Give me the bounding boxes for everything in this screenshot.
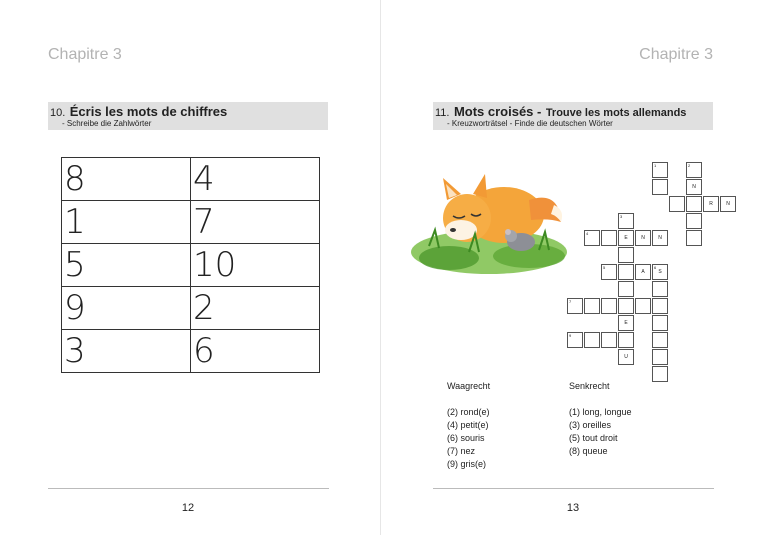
crossword-letter: N (692, 184, 696, 190)
crossword-letter: S (658, 269, 662, 275)
clue-item: (4) petit(e) (447, 420, 489, 430)
left-page (0, 0, 380, 535)
crossword-cell (652, 315, 668, 331)
across-clues (447, 380, 490, 471)
crossword-cell (584, 230, 600, 246)
crossword-cell (601, 332, 617, 348)
crossword-cell (601, 264, 617, 280)
sleeping-fox-illustration (409, 160, 569, 280)
crossword-letter: U (624, 354, 628, 360)
table-row (62, 244, 320, 287)
crossword-cell (720, 196, 736, 212)
down-heading: Senkrecht (569, 381, 610, 391)
footer-divider (48, 488, 329, 489)
clue-item: (2) rond(e) (447, 407, 490, 417)
crossword-cell (618, 332, 634, 348)
number-cell: 4 (191, 158, 320, 201)
clue-item: (6) souris (447, 433, 485, 443)
clue-item: (7) nez (447, 446, 476, 456)
right-page (381, 0, 761, 535)
crossword-clue-number: 5 (603, 265, 606, 270)
crossword-cell (652, 281, 668, 297)
crossword-cell (652, 162, 668, 178)
crossword-cell (567, 332, 583, 348)
crossword-letter: N (726, 201, 730, 207)
clue-item: (3) oreilles (569, 420, 612, 430)
crossword-cell (618, 281, 634, 297)
crossword-letter: N (658, 235, 662, 241)
crossword-cell (652, 179, 668, 195)
crossword-cell (584, 332, 600, 348)
exercise-number: 10. (50, 107, 66, 119)
number-cell: 9 (62, 287, 191, 330)
crossword-clue-number: 2 (688, 163, 691, 168)
crossword-cell (584, 298, 600, 314)
crossword-letter: E (624, 235, 628, 241)
number-cell: 5 (62, 244, 191, 287)
number-cell: 8 (62, 158, 191, 201)
page-number: 12 (181, 502, 195, 514)
crossword-cell (686, 213, 702, 229)
crossword-cell (618, 298, 634, 314)
crossword-cell (686, 162, 702, 178)
crossword-cell (686, 179, 702, 195)
footer-divider (433, 488, 714, 489)
crossword-cell (652, 332, 668, 348)
clue-item: (8) queue (569, 446, 608, 456)
crossword-letter: N (641, 235, 645, 241)
exercise-header (48, 102, 328, 130)
crossword-cell (652, 349, 668, 365)
number-cell: 7 (191, 201, 320, 244)
number-cell: 6 (191, 330, 320, 373)
crossword-cell (635, 298, 651, 314)
exercise-title-extra: Trouve les mots allemands (545, 107, 687, 119)
exercise-title: Écris les mots de chiffres (69, 104, 228, 119)
clue-item: (1) long, longue (569, 407, 632, 417)
clue-item: (5) tout droit (569, 433, 618, 443)
crossword-cell (618, 315, 634, 331)
table-row (62, 201, 320, 244)
crossword-cell (618, 230, 634, 246)
exercise-subtitle: - Kreuzworträtsel - Finde die deutschen Wörter (447, 119, 613, 128)
crossword-clue-number: 3 (620, 214, 623, 219)
number-cell: 3 (62, 330, 191, 373)
number-grid (61, 157, 320, 373)
crossword-cell (652, 366, 668, 382)
crossword-cell (635, 230, 651, 246)
chapter-heading: Chapitre 3 (639, 46, 713, 63)
table-row (62, 287, 320, 330)
page-number: 13 (566, 502, 580, 514)
across-heading: Waagrecht (447, 381, 491, 391)
table-row (62, 330, 320, 373)
crossword-cell (601, 298, 617, 314)
crossword-letter: E (624, 320, 628, 326)
crossword-cell (618, 349, 634, 365)
crossword-letter: A (641, 269, 645, 275)
exercise-header (433, 102, 713, 130)
exercise-title: Mots croisés - (453, 104, 542, 119)
crossword-clue-number: 6 (654, 265, 657, 270)
crossword-cell (686, 196, 702, 212)
crossword-cell (618, 213, 634, 229)
crossword-cell (686, 230, 702, 246)
crossword-cell (635, 264, 651, 280)
crossword-cell (618, 247, 634, 263)
number-cell: 10 (191, 244, 320, 287)
crossword-clue-number: 9 (569, 333, 572, 338)
crossword-cell (652, 298, 668, 314)
crossword-cell (618, 264, 634, 280)
crossword-clue-number: 4 (586, 231, 589, 236)
chapter-heading: Chapitre 3 (48, 46, 122, 63)
clue-item: (9) gris(e) (447, 459, 487, 469)
number-cell: 2 (191, 287, 320, 330)
crossword-cell (652, 230, 668, 246)
table-row (62, 158, 320, 201)
exercise-number: 11. (435, 107, 450, 119)
crossword-cell (652, 264, 668, 280)
number-cell: 1 (62, 201, 191, 244)
crossword-clue-number: 7 (569, 299, 572, 304)
crossword-clue-number: 1 (654, 163, 657, 168)
crossword-cell (567, 298, 583, 314)
down-clues (569, 380, 632, 458)
crossword-cell (669, 196, 685, 212)
crossword-cell (703, 196, 719, 212)
exercise-subtitle: - Schreibe die Zahlwörter (62, 119, 152, 128)
crossword-cell (601, 230, 617, 246)
crossword-letter: R (709, 201, 713, 207)
